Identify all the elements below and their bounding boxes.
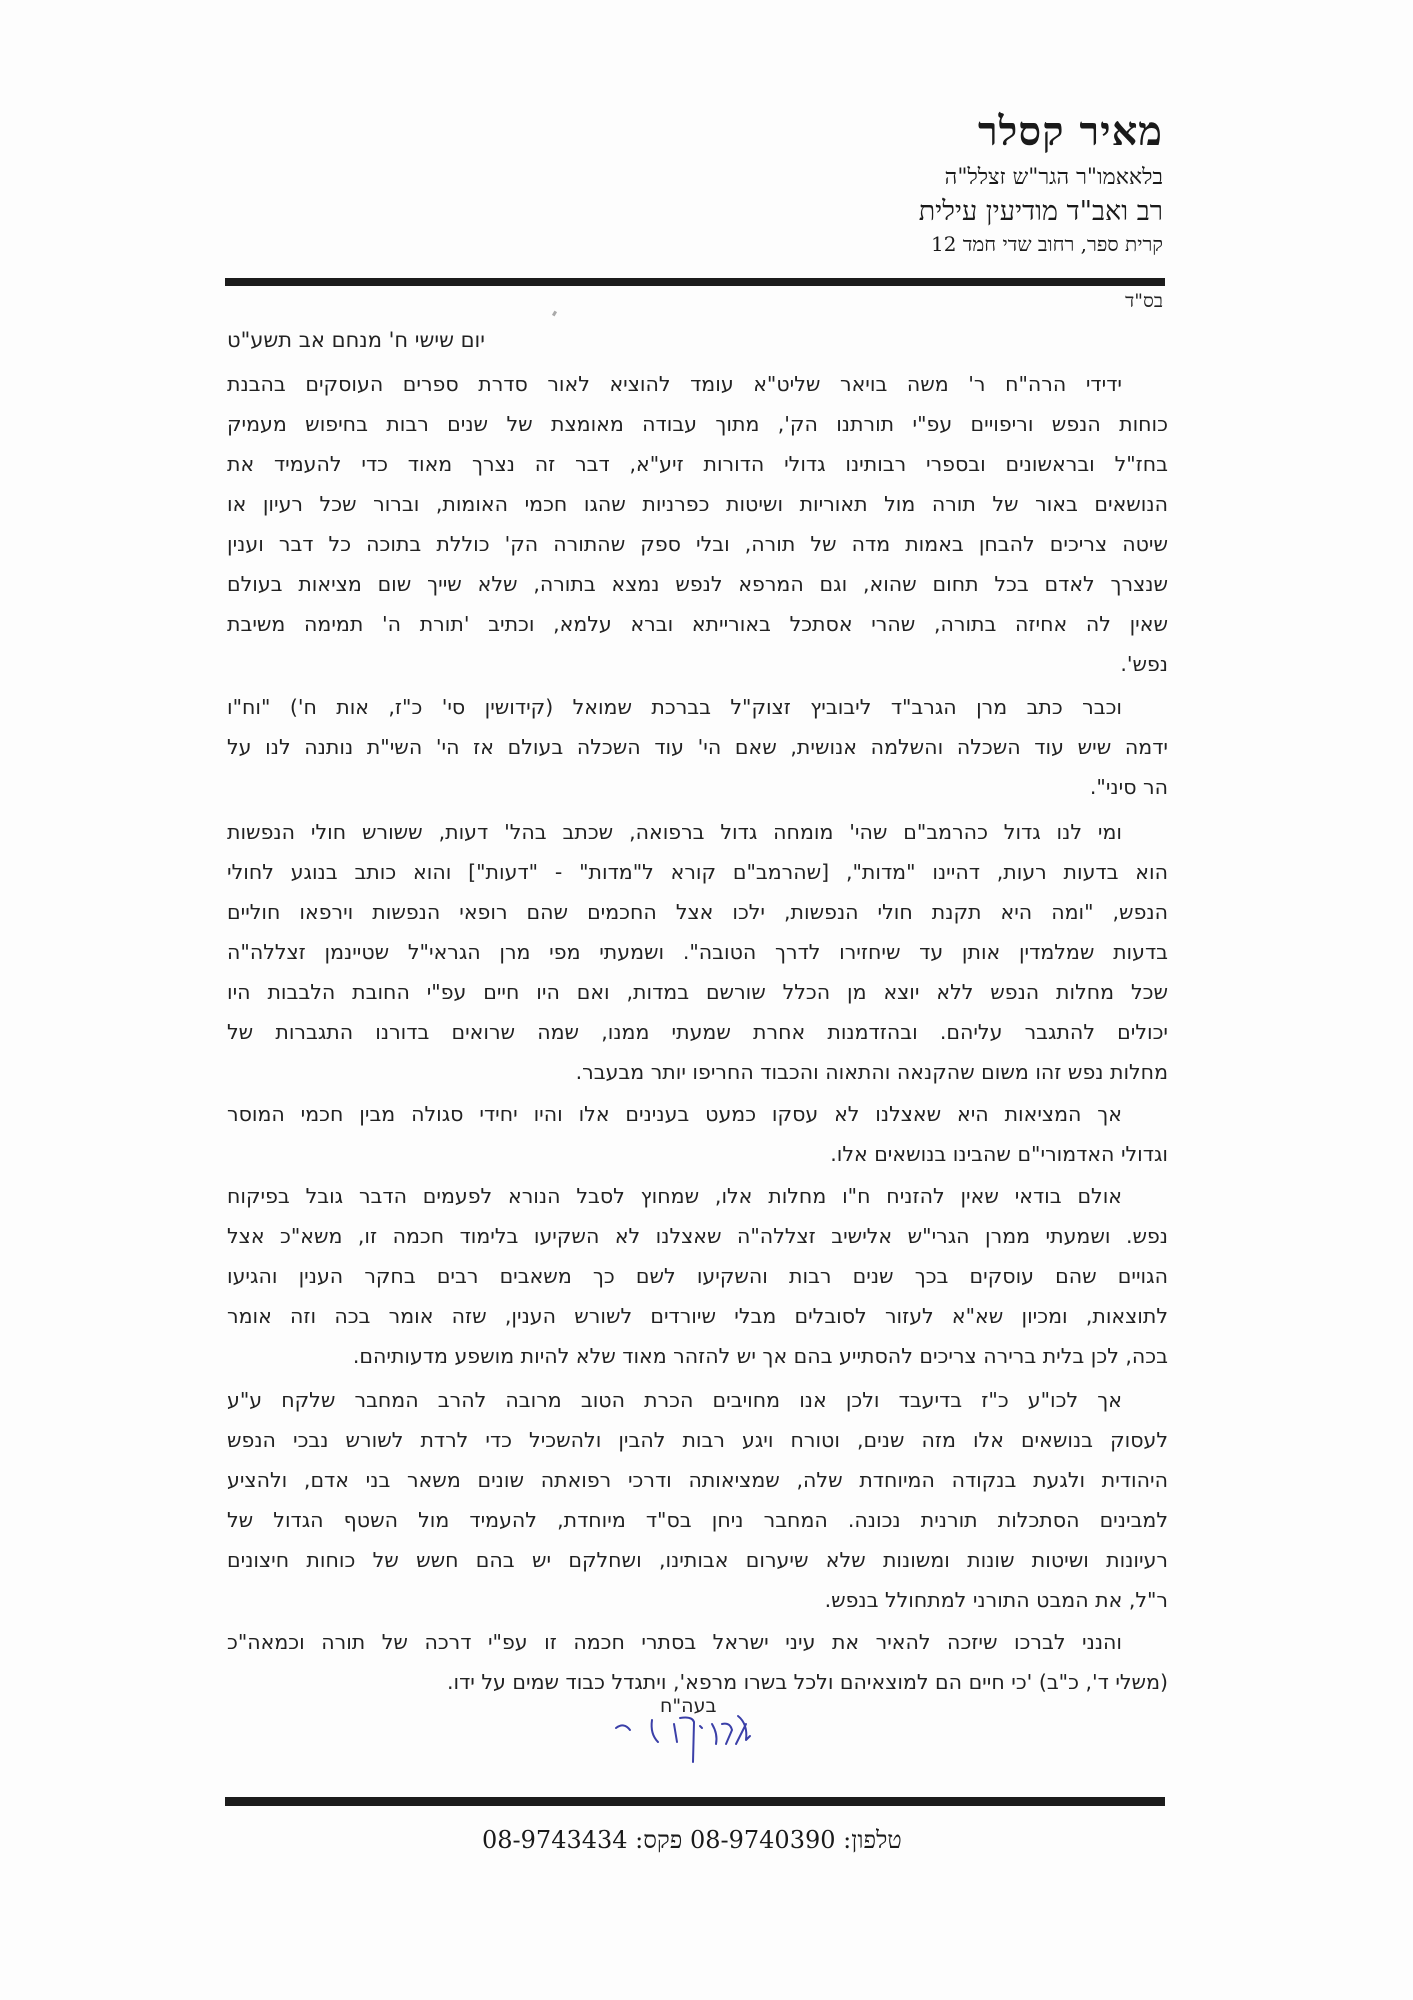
body-line: מחלות נפש זהו משום שהקנאה והתאוה והכבוד החריפו יותר מבעבר. [575, 1060, 1168, 1084]
body-line: ידידי הרה"ח ר' משה בויאר שליט"א עומד להוציא לאור סדרת ספרים העוסקים בהבנת [227, 372, 1122, 396]
body-line: וכבר כתב מרן הגרב"ד ליבוביץ זצוק"ל בברכת שמואל (קידושין סי' כ"ז, אות ח') "וח"ו [227, 695, 1122, 719]
body-line: רעיונות ושיטות שונות ומשונות שלא שיערום אבותינו, ושחלקם יש בהם חשש של כוחות חיצונים [227, 1548, 1168, 1572]
body-line: וגדולי האדמורי"ם שהבינו בנושאים אלו. [830, 1142, 1168, 1166]
body-line: הנפש, "ומה היא תקנת חולי הנפשות, ילכו אצל החכמים שהם רופאי הנפשות וירפאו חוליים [227, 900, 1168, 924]
footer-divider [225, 1797, 1165, 1806]
body-line: שאין לה אחיזה בתורה, שהרי אסתכל באורייתא וברא עלמא, וכתיב 'תורת ה' תמימה משיבת [227, 612, 1168, 636]
contact-footer: טלפון: 08-9740390 פקס: 08-9743434 [482, 1826, 902, 1854]
body-line: נפש. ושמעתי ממרן הגרי"ש אלישיב זצללה"ה שאצלנו לא השקיעו בלימוד חכמה זו, משא"כ אצל [227, 1224, 1168, 1248]
signature-stroke [652, 1720, 658, 1742]
body-line: נפש'. [1120, 652, 1168, 676]
body-line: היהודית ולגעת בנקודה המיוחדת שלה, שמציאותה ודרכי רפואתה שונים משאר בני אדם, ולהציע [227, 1468, 1168, 1492]
letter-date: יום שישי ח' מנחם אב תשע"ט [227, 328, 485, 352]
body-line: לעסוק בנושאים אלו מזה שנים, וטורח ויגע רבות להבין ולהשכיל כדי לרדת לשורש נבכי הנפש [227, 1428, 1168, 1452]
body-line: ידמה שיש עוד השכלה והשלמה אנושית, שאם הי' עוד השכלה בעולם אז הי' השי"ת נותנה לנו על [227, 735, 1168, 759]
closing-text: בעה"ח [660, 1695, 717, 1717]
body-line: והנני לברכו שיזכה להאיר את עיני ישראל בסתרי חכמה זו עפ"י דרכה של תורה וכמאה"כ [227, 1630, 1122, 1654]
body-line: יכולים להתגבר עליהם. ובהזדמנות אחרת שמעתי ממנו, שמה שרואים בדורנו התגברות של [227, 1020, 1168, 1044]
body-line: אך לכו"ע כ"ז בדיעבד ולכן אנו מחויבים הכרת הטוב מרובה להרב המחבר שלקח ע"ע [227, 1388, 1122, 1412]
body-line: בדעות שמלמדין אותן עד שיחזירו לדרך הטובה". ושמעתי מפי מרן הגראי"ל שטיינמן זצללה"ה [227, 940, 1168, 964]
body-line: אולם בודאי שאין להזניח ח"ו מחלות אלו, שמחוץ לסבל הנורא לפעמים הדבר גובל בפיקוח [227, 1184, 1122, 1208]
body-line: שנצרך לאדם בכל תחום שהוא, וגם המרפא לנפש נמצא בתורה, שלא שייך שום מציאות בעולם [227, 572, 1168, 596]
bsd-mark: בס"ד [1125, 290, 1163, 312]
handwritten-signature [612, 1714, 762, 1780]
body-line: ומי לנו גדול כהרמב"ם שהי' מומחה גדול ברפואה, שכתב בהל' דעות, ששורש חולי הנפשות [227, 820, 1122, 844]
header-divider [225, 278, 1165, 286]
body-line: אך המציאות היא שאצלנו לא עסקו כמעט בענינים אלו והיו יחידי סגולה מבין חכמי המוסר [227, 1102, 1122, 1126]
body-line: בחז"ל ובראשונים ובספרי רבותינו גדולי הדורות זיע"א, דבר זה נצרך מאוד כדי להעמיד את [227, 452, 1168, 476]
body-line: שכל מחלות הנפש ללא יוצא מן הכלל שורשם במדות, ואם היו חיים עפ"י החובת הלבבות היו [227, 980, 1168, 1004]
letterhead-name: מאיר קסלר [978, 108, 1163, 155]
body-line: בכה, לכן בלית ברירה צריכים להסתייע בהם אך יש להזהר מאוד שלא להיות מושפע מדעותיהם. [352, 1344, 1168, 1368]
body-line: הר סיני". [1089, 775, 1168, 799]
signature-stroke [674, 1724, 677, 1742]
body-line: ר"ל, את המבט התורני למתחולל בנפש. [824, 1588, 1168, 1612]
signature-stroke [680, 1718, 694, 1763]
letterhead-address: קרית ספר, רחוב שדי חמד 12 [931, 232, 1163, 256]
signature-stroke [616, 1725, 630, 1730]
letterhead-lineage: בלאאמו"ר הגר"ש זצלל"ה [944, 165, 1163, 190]
body-line: (משלי ד', כ"ב) 'כי חיים הם למוצאיהם ולכל בשרו מרפא', ויתגדל כבוד שמים על ידו. [446, 1670, 1168, 1694]
body-line: הגויים שהם עוסקים בכך שנים רבות והשקיעו לשם כך משאבים רבים בחקר הענין והגיעו [227, 1264, 1168, 1288]
signature-stroke [712, 1724, 717, 1744]
body-line: שיטה צריכים להבחן באמות מדה של תורה, ובלי ספק שהתורה הק' כוללת בתוכה כל דבר וענין [227, 532, 1168, 556]
body-line: כוחות הנפש וריפויים עפ"י תורתנו הק', מתוך עבודה מאומצת של שנים רבות בחיפוש מעמיק [227, 412, 1168, 436]
signature-stroke [722, 1724, 732, 1744]
scan-speck [552, 311, 557, 317]
body-line: הנושאים באור של תורה מול תאוריות ושיטות כפרניות שהגו חכמי האומות, וברור שכל רעיון או [227, 492, 1168, 516]
body-line: למבינים הסתכלות תורנית נכונה. המחבר ניחן בס"ד מיוחדת, להעמיד מול השטף הגדול של [227, 1508, 1168, 1532]
signature-stroke [700, 1726, 702, 1728]
letterhead-title: רב ואב"ד מודיעין עילית [918, 196, 1163, 227]
signature-stroke [736, 1716, 750, 1744]
body-line: הוא בדעות רעות, דהיינו "מדות", [שהרמב"ם קורא ל"מדות" - "דעות"] והוא כותב בנוגע לחולי [227, 860, 1168, 884]
body-line: לתוצאות, ומכיון שא"א לעזור לסובלים מבלי שיורדים לשורש הענין, שזה אומר בכה וזה אומר [227, 1304, 1168, 1328]
